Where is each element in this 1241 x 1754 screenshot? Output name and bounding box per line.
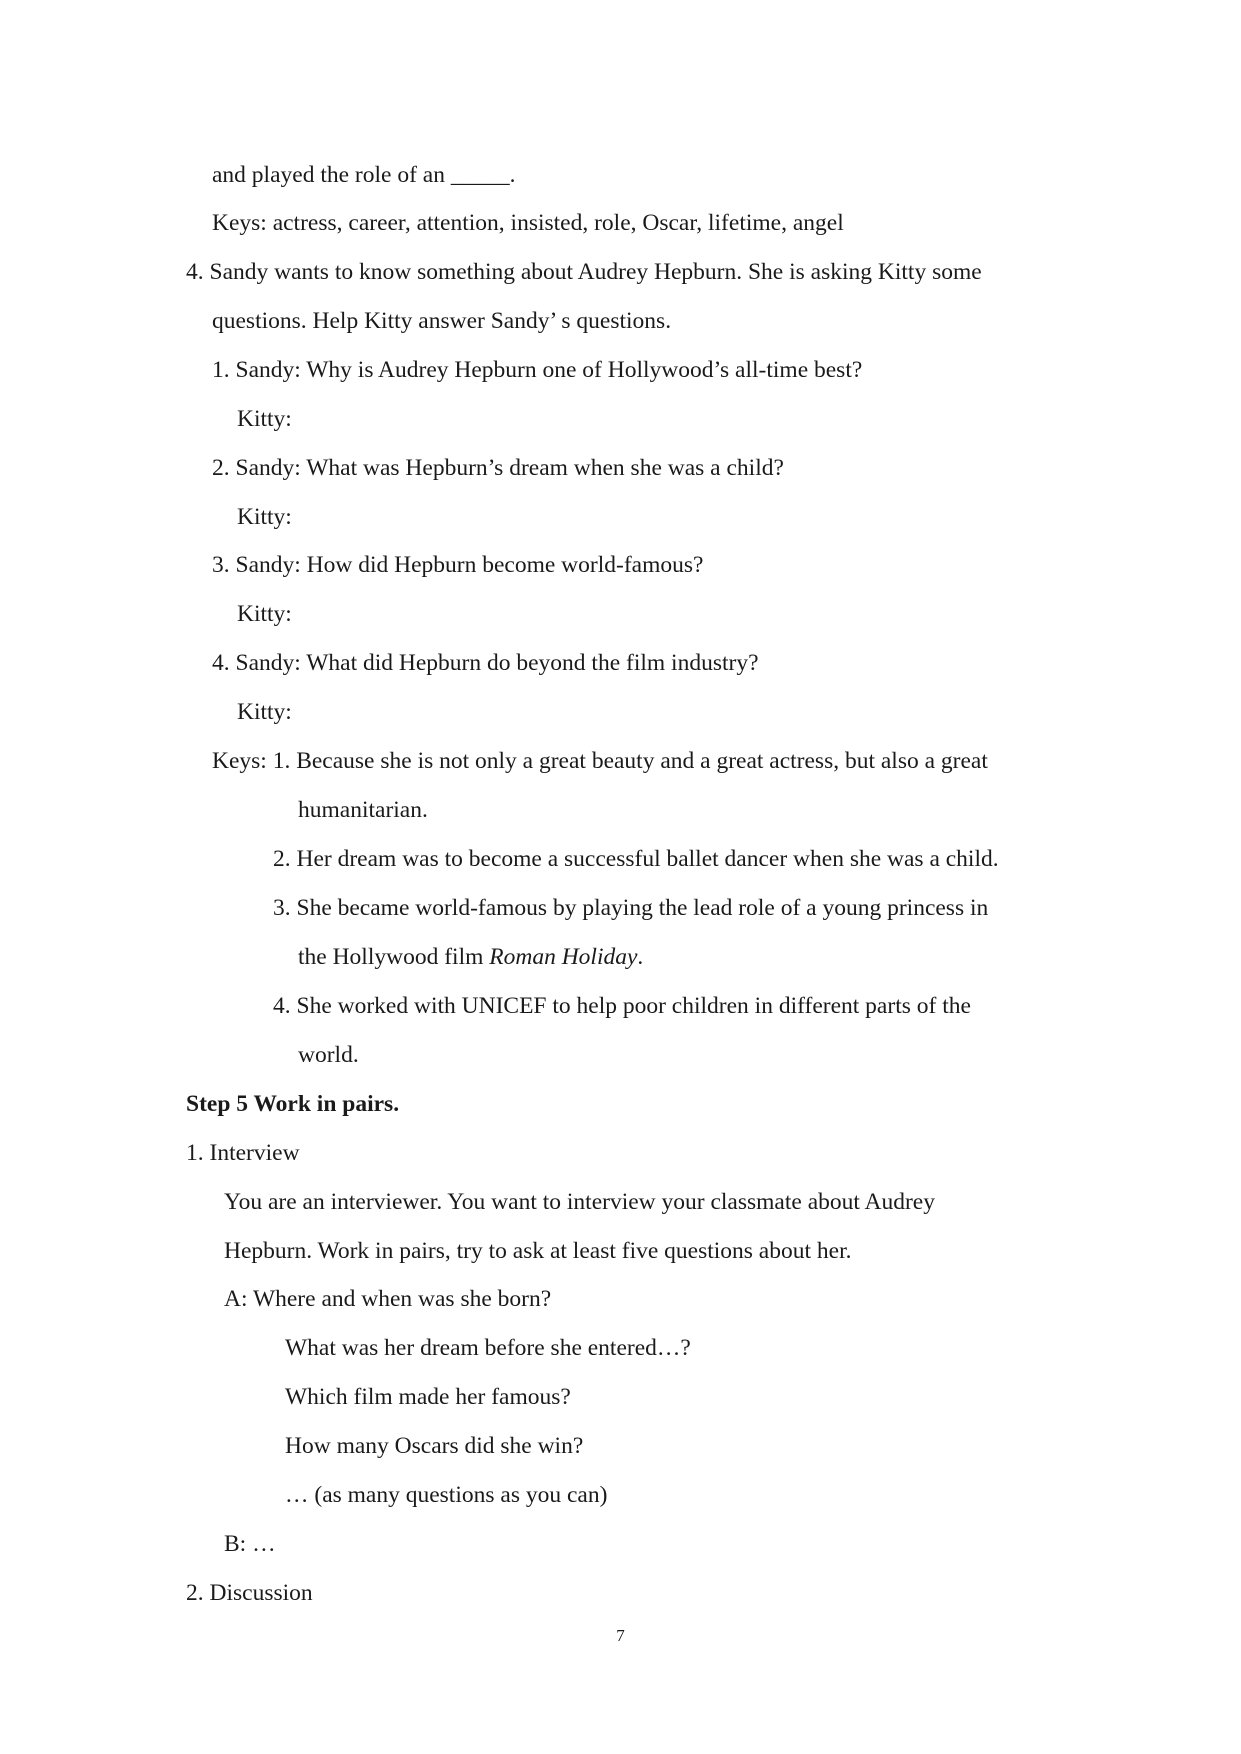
key-3-line1: 3. She became world-famous by playing the lead role of a young princess in: [273, 895, 989, 921]
answer-2: Kitty:: [237, 504, 292, 530]
a-question-3: How many Oscars did she win?: [285, 1433, 584, 1459]
keys-line: Keys: actress, career, attention, insisted, role, Oscar, lifetime, angel: [212, 210, 844, 236]
question-1: 1. Sandy: Why is Audrey Hepburn one of Hollywood’s all-time best?: [212, 357, 863, 383]
task4-line2: questions. Help Kitty answer Sandy’ s questions.: [212, 308, 672, 334]
key-2: 2. Her dream was to become a successful ballet dancer when she was a child.: [273, 846, 999, 872]
answer-3: Kitty:: [237, 601, 292, 627]
question-4: 4. Sandy: What did Hepburn do beyond the film industry?: [212, 650, 759, 676]
key-4-line2: world.: [298, 1042, 359, 1068]
question-3: 3. Sandy: How did Hepburn become world-famous?: [212, 552, 704, 578]
speaker-b-line: B: …: [224, 1531, 276, 1557]
key-1-line1: Keys: 1. Because she is not only a great beauty and a great actress, but also a great: [212, 748, 988, 774]
interview-desc-line1: You are an interviewer. You want to interview your classmate about Audrey: [224, 1189, 935, 1215]
key-3-period: .: [637, 944, 644, 970]
discussion-title: 2. Discussion: [186, 1580, 313, 1606]
interview-desc-line2: Hepburn. Work in pairs, try to ask at least five questions about her.: [224, 1238, 852, 1264]
task4-line1: 4. Sandy wants to know something about Audrey Hepburn. She is asking Kitty some: [186, 259, 982, 285]
interview-title: 1. Interview: [186, 1140, 300, 1166]
a-question-2: Which film made her famous?: [285, 1384, 571, 1410]
key-1-line2: humanitarian.: [298, 797, 428, 823]
key-4-line1: 4. She worked with UNICEF to help poor children in different parts of the: [273, 993, 971, 1019]
answer-1: Kitty:: [237, 406, 292, 432]
key-3-line2: [298, 942, 643, 972]
key-3-text: the Hollywood film: [298, 944, 490, 970]
speaker-a-line: A: Where and when was she born?: [224, 1286, 552, 1312]
a-question-4: … (as many questions as you can): [285, 1482, 608, 1508]
answer-4: Kitty:: [237, 699, 292, 725]
film-title: Roman Holiday: [489, 944, 638, 970]
step5-heading: Step 5 Work in pairs.: [186, 1091, 400, 1117]
question-2: 2. Sandy: What was Hepburn’s dream when she was a child?: [212, 455, 784, 481]
continued-line: and played the role of an _____.: [212, 162, 516, 188]
a-question-1: What was her dream before she entered…?: [285, 1335, 691, 1361]
page-number: 7: [616, 1626, 625, 1645]
